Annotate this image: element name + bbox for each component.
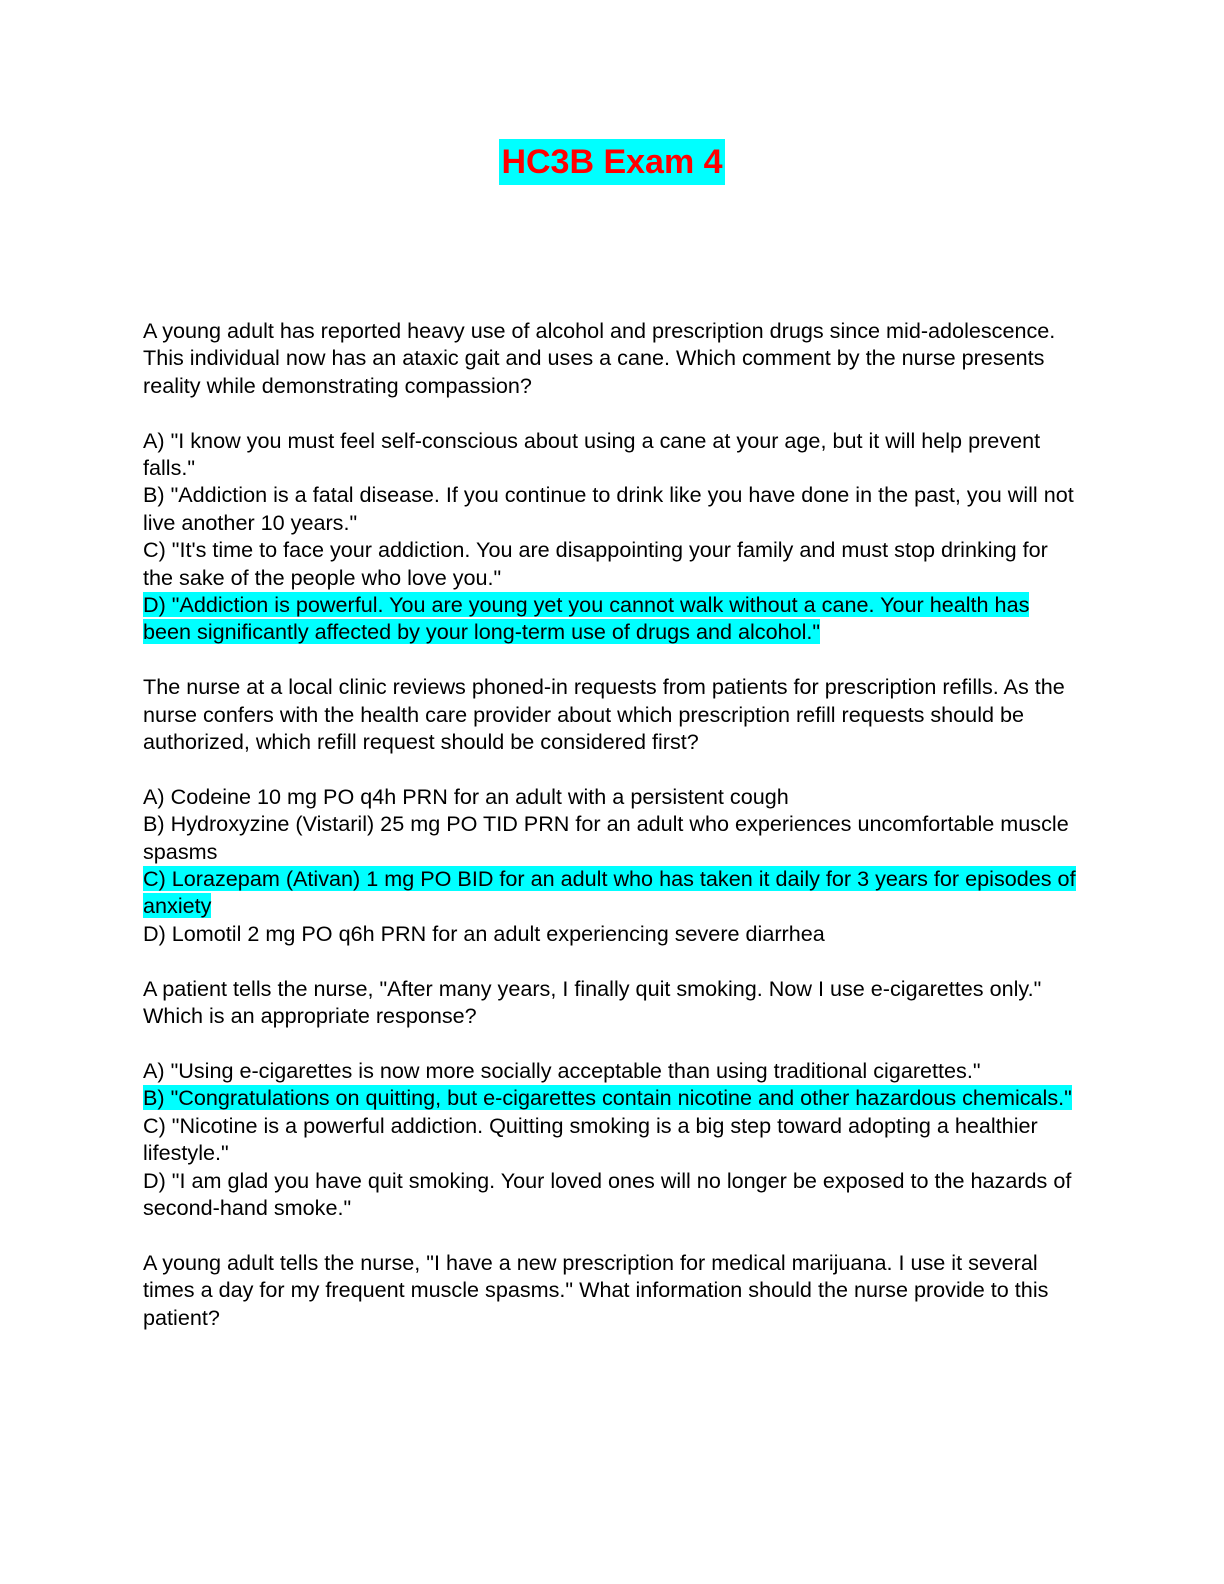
question-3-option-a: A) "Using e-cigarettes is now more socially acceptable than using traditional cigarettes." (143, 1057, 981, 1083)
document-body (143, 317, 1083, 1358)
question-3-stem: A patient tells the nurse, "After many years, I finally quit smoking. Now I use e-cigarettes only." Which is an appropriate response? (143, 975, 1042, 1029)
question-1-option-d-answer (143, 591, 1083, 646)
answer-highlight: C) Lorazepam (Ativan) 1 mg PO BID for an adult who has taken it daily for 3 years for episodes of anxiety (143, 866, 1076, 919)
question-3-option-c: C) "Nicotine is a powerful addiction. Quitting smoking is a big step toward adopting a healthier lifestyle." (143, 1112, 1038, 1166)
question-4-stem: A young adult tells the nurse, "I have a new prescription for medical marijuana. I use it several times a day for my frequent muscle spasms." What information should the nurse provide to this patient? (143, 1249, 1049, 1330)
answer-highlight: D) "Addiction is powerful. You are young yet you cannot walk without a cane. Your health has been significantly affected by your long-term use of drugs and alcohol." (143, 592, 1030, 645)
question-1-options (143, 427, 1083, 646)
answer-highlight: B) "Congratulations on quitting, but e-cigarettes contain nicotine and other hazardous chemicals." (143, 1085, 1072, 1111)
question-2-options (143, 783, 1083, 947)
question-3-option-d: D) "I am glad you have quit smoking. Your loved ones will no longer be exposed to the hazards of second-hand smoke." (143, 1167, 1072, 1220)
question-1-option-c: C) "It's time to face your addiction. You are disappointing your family and must stop drinking for the sake of the people who love you." (143, 537, 1048, 590)
question-3-option-b-answer (143, 1084, 1083, 1111)
question-1-stem: A young adult has reported heavy use of alcohol and prescription drugs since mid-adolescence. This individual now has an ataxic gait and uses a cane. Which comment by the nurse presents reality while demonstrating compassion? (143, 318, 1056, 398)
document-title: HC3B Exam 4 (499, 139, 724, 185)
question-2-option-d: D) Lomotil 2 mg PO q6h PRN for an adult experiencing severe diarrhea (143, 920, 825, 946)
question-1-option-b: B) "Addiction is a fatal disease. If you continue to drink like you have done in the past, you will not live another 10 years." (143, 482, 1074, 535)
question-2-stem: The nurse at a local clinic reviews phoned-in requests from patients for prescription refills. As the nurse confers with the health care provider about which prescription refill requests should be authorized, which refill request should be considered first? (143, 674, 1065, 755)
question-2-option-c-answer (143, 865, 1083, 920)
title-container (0, 139, 1224, 185)
question-1-option-a: A) "I know you must feel self-conscious about using a cane at your age, but it will help prevent falls." (143, 427, 1041, 481)
question-3-options (143, 1057, 1083, 1221)
question-2-option-a: A) Codeine 10 mg PO q4h PRN for an adult with a persistent cough (143, 783, 789, 809)
question-2-option-b: B) Hydroxyzine (Vistaril) 25 mg PO TID PRN for an adult who experiences uncomfortable muscle spasms (143, 811, 1069, 864)
